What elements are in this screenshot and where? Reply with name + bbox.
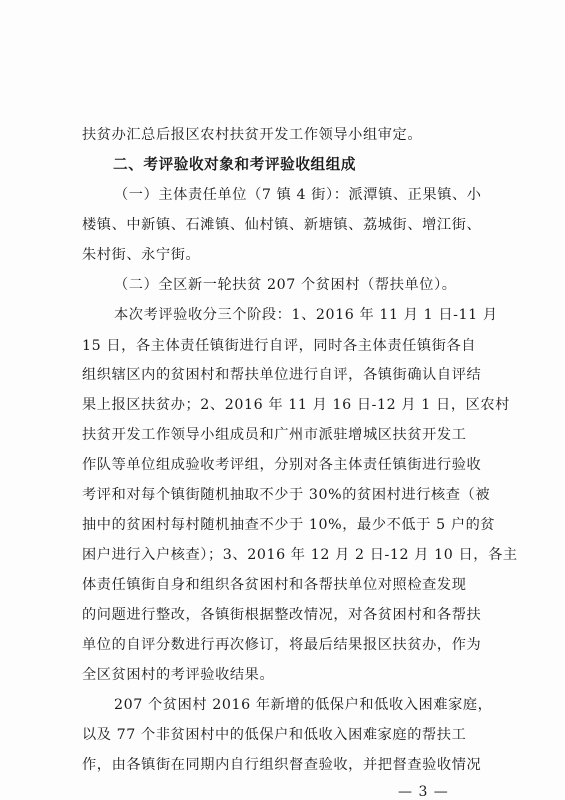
section-heading: 二、考评验收对象和考评验收组组成	[113, 156, 357, 173]
text-line-15: 困户进行入户核查）；3、2016 年 12 月 2 日-12 月 10 日，各主	[82, 547, 518, 563]
text-line-9: 组织辖区内的贫困村和帮扶单位进行自评，各镇街确认自评结	[82, 367, 482, 383]
text-line-11: 扶贫开发工作领导小组成员和广州市派驻增城区扶贫开发工	[82, 427, 467, 443]
text-line-4: 楼镇、中新镇、石滩镇、仙村镇、新塘镇、荔城街、增江街、	[82, 217, 482, 233]
text-line-6: （二）全区新一轮扶贫 207 个贫困村（帮扶单位）。	[114, 277, 457, 293]
page-number: — 3 —	[398, 784, 449, 800]
text-line-14: 抽中的贫困村每村随机抽查不少于 10%，最少不低于 5 户的贫	[82, 517, 496, 533]
text-line-5: 朱村街、永宁街。	[82, 247, 201, 263]
text-line-21: 以及 77 个非贫困村中的低保户和低收入困难家庭的帮扶工	[82, 727, 467, 743]
text-line-8: 15 日，各主体责任镇街进行自评，同时各主体责任镇街各自	[82, 338, 477, 354]
text-line-17: 的问题进行整改，各镇街根据整改情况，对各贫困村和各帮扶	[82, 607, 482, 623]
text-line-22: 作，由各镇街在同期内自行组织督查验收，并把督查验收情况	[82, 757, 482, 773]
text-line-20: 207 个贫困村 2016 年新增的低保户和低收入困难家庭，	[114, 697, 493, 713]
text-line-7: 本次考评验收分三个阶段：1、2016 年 11 月 1 日-11 月	[114, 307, 498, 323]
text-line-3: （一）主体责任单位（7 镇 4 街）：派潭镇、正果镇、小	[114, 187, 482, 203]
text-line-16: 体责任镇街自身和组织各贫困村和各帮扶单位对照检查发现	[82, 577, 467, 593]
text-line-19: 全区贫困村的考评验收结果。	[82, 667, 275, 683]
text-line-13: 考评和对每个镇街随机抽取不少于 30%的贫困村进行核查（被	[82, 487, 491, 503]
text-line-12: 作队等单位组成验收考评组，分别对各主体责任镇街进行验收	[82, 457, 482, 473]
text-line-10: 果上报区扶贫办；2、2016 年 11 月 16 日-12 月 1 日，区农村	[82, 397, 510, 413]
text-line-1: 扶贫办汇总后报区农村扶贫开发工作领导小组审定。	[82, 127, 423, 143]
text-line-18: 单位的自评分数进行再次修订，将最后结果报区扶贫办，作为	[82, 637, 482, 653]
